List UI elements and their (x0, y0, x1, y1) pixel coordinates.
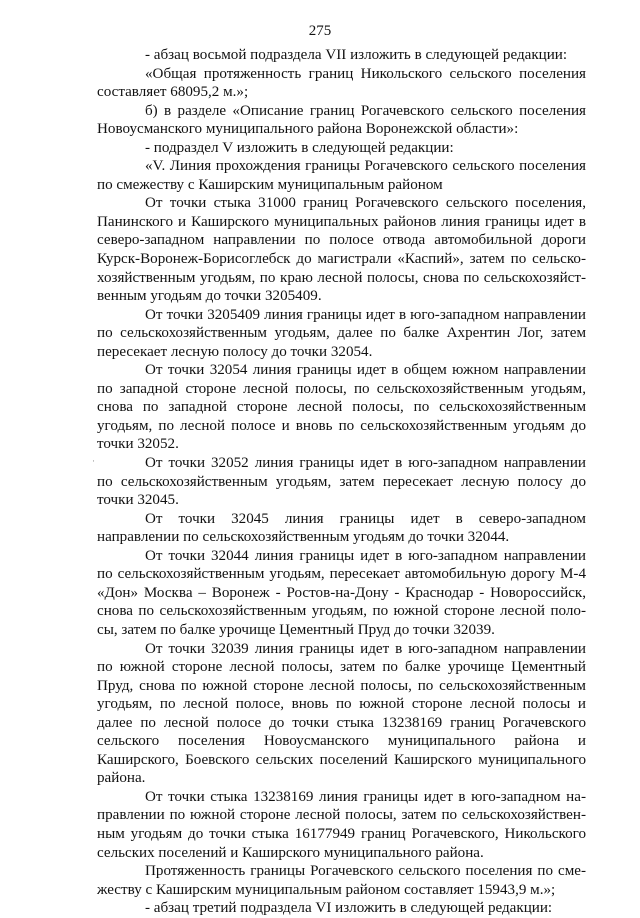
paragraph: От точки стыка 13238169 линия границы идет в юго-западном направлении по южной стороне лесной полосы, затем по сельскохозяйственным угодьям до точки стыка 16177949 границ Рогачевского, Никольского сельских поселений и Каширского муниципального района. (97, 788, 586, 861)
paragraph: б) в разделе «Описание границ Рогачевского сельского поселения Новоусманского муниципального района Воронежской области»: (97, 102, 586, 138)
paragraph: «V. Линия прохождения границы Рогачевского сельского поселения по смежеству с Каширским муниципальным районом (97, 158, 586, 193)
document-body (97, 46, 586, 918)
paragraph: От точки стыка 31000 границ Рогачевского сельского поселения, Панинского и Каширского муниципальных районов линия границы идет в северо-западном направлении по полосе отвода автомобильной дороги Курск-Воронеж-Борисоглебск до магистрали «Каспий», затем по сельскохозяйственным угодьям, по краю лесной полосы, снова по сельскохозяйственным угодьям до точки 3205409. (97, 195, 586, 305)
paragraph: - абзац восьмой подраздела VII изложить в следующей редакции: (145, 47, 568, 63)
paragraph: - подраздел V изложить в следующей редакции: (145, 139, 454, 156)
paragraph: От точки 32044 линия границы идет в юго-западном направлении по сельскохозяйственным угодьям, пересекает автомобильную дорогу М-4 «Дон» Москва – Воронеж - Ростов-на-Дону - Краснодар - Новороссийск, снова по сельскохозяйственным угодьям, по южной стороне лесной полосы, затем по балке урочище Цементный Пруд до точки 32039. (97, 547, 586, 638)
paragraph: Протяженность границы Рогачевского сельского поселения по смежеству с Каширским муниципальным районом составляет 15943,9 м.»; (97, 863, 586, 898)
paragraph: От точки 32039 линия границы идет в юго-западном направлении по южной стороне лесной полосы, затем по балке урочище Цементный Пруд, снова по южной стороне лесной полосы, по сельскохозяйственным угодьям, по лесной полосе, вновь по южной стороне лесной полосы и далее по лесной полосе до точки стыка 13238169 границ Рогачевского сельского поселения Новоусманского муниципального района и Каширского, Боевского сельских поселений Каширского муниципального района. (97, 640, 586, 787)
paragraph: От точки 32052 линия границы идет в юго-западном направлении по сельскохозяйственным угодьям, затем пересекает лесную полосу до точки 32045. (97, 455, 586, 509)
paragraph: - абзац третий подраздела VI изложить в следующей редакции: (145, 900, 553, 917)
paragraph: «Общая протяженность границ Никольского сельского поселения составляет 68095,2 м.»; (97, 65, 586, 101)
margin-mark: · (92, 456, 95, 466)
paragraph: От точки 32054 линия границы идет в общем южном направлении по западной стороне лесной полосы, по сельскохозяйственным угодьям, снова по западной стороне лесной полосы, по сельскохозяйственным угодьям, по лесной полосе и вновь по сельскохозяйственным угодьям до точки 32052. (97, 362, 586, 453)
page-number: 275 (308, 23, 332, 39)
paragraph: От точки 3205409 линия границы идет в юго-западном направлении по сельскохозяйственным угодьям, далее по балке Ахрентин Лог, затем пересекает лесную полосу до точки 32054. (97, 306, 586, 360)
paragraph: От точки 32045 линия границы идет в северо-западном направлении по сельскохозяйственным угодьям до точки 32044. (97, 510, 586, 546)
